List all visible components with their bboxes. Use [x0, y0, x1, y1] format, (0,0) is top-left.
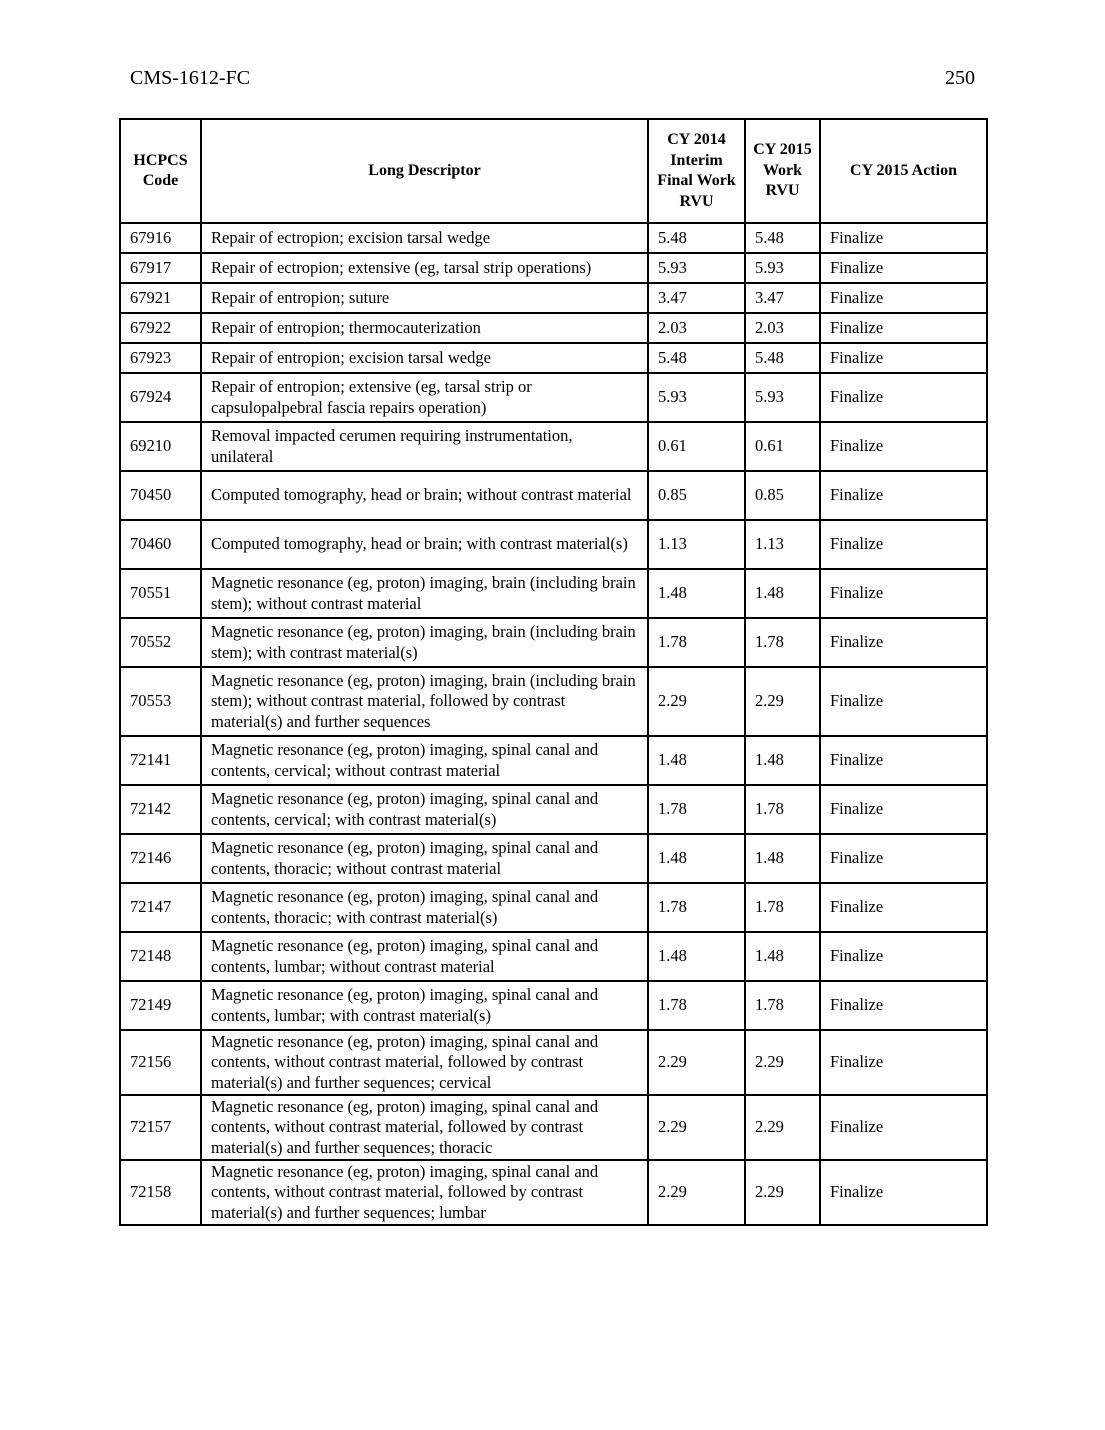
cell-action: Finalize	[820, 736, 987, 785]
cell-action: Finalize	[820, 785, 987, 834]
cell-hcpcs-code: 72156	[120, 1030, 201, 1095]
cell-cy2015-rvu: 1.48	[745, 736, 820, 785]
table-row	[120, 834, 987, 883]
cell-cy2014-rvu: 2.03	[648, 313, 745, 343]
cell-hcpcs-code: 70553	[120, 667, 201, 736]
cell-long-descriptor: Magnetic resonance (eg, proton) imaging, spinal canal and contents, lumbar; without contrast material	[201, 932, 648, 981]
cell-long-descriptor: Magnetic resonance (eg, proton) imaging, spinal canal and contents, without contrast material, followed by contrast material(s) and further sequences; lumbar	[201, 1160, 648, 1225]
cell-cy2015-rvu: 0.85	[745, 471, 820, 520]
header-hcpcs-code: HCPCS Code	[120, 119, 201, 223]
cell-cy2015-rvu: 2.03	[745, 313, 820, 343]
cell-action: Finalize	[820, 667, 987, 736]
table-row	[120, 736, 987, 785]
cell-long-descriptor: Magnetic resonance (eg, proton) imaging, brain (including brain stem); without contrast material	[201, 569, 648, 618]
cell-action: Finalize	[820, 1160, 987, 1225]
cell-cy2014-rvu: 5.48	[648, 223, 745, 253]
cell-cy2014-rvu: 2.29	[648, 1160, 745, 1225]
cell-cy2014-rvu: 1.78	[648, 618, 745, 667]
cell-cy2015-rvu: 5.48	[745, 223, 820, 253]
cell-action: Finalize	[820, 373, 987, 422]
cell-hcpcs-code: 72146	[120, 834, 201, 883]
table-row	[120, 223, 987, 253]
cell-cy2014-rvu: 5.93	[648, 373, 745, 422]
table-row	[120, 569, 987, 618]
cell-cy2014-rvu: 1.48	[648, 736, 745, 785]
cell-action: Finalize	[820, 422, 987, 471]
cell-hcpcs-code: 67922	[120, 313, 201, 343]
cell-cy2014-rvu: 2.29	[648, 1030, 745, 1095]
cell-long-descriptor: Repair of ectropion; extensive (eg, tarsal strip operations)	[201, 253, 648, 283]
cell-long-descriptor: Computed tomography, head or brain; with contrast material(s)	[201, 520, 648, 569]
cell-action: Finalize	[820, 520, 987, 569]
cell-cy2015-rvu: 3.47	[745, 283, 820, 313]
cell-hcpcs-code: 72147	[120, 883, 201, 932]
cell-long-descriptor: Repair of entropion; extensive (eg, tarsal strip or capsulopalpebral fascia repairs operation)	[201, 373, 648, 422]
cell-cy2014-rvu: 5.93	[648, 253, 745, 283]
header-cy2015-action: CY 2015 Action	[820, 119, 987, 223]
cell-hcpcs-code: 70552	[120, 618, 201, 667]
table-row	[120, 343, 987, 373]
cell-hcpcs-code: 72149	[120, 981, 201, 1030]
cell-long-descriptor: Magnetic resonance (eg, proton) imaging, brain (including brain stem); without contrast material, followed by contrast material(s) and further sequences	[201, 667, 648, 736]
table-row	[120, 471, 987, 520]
table-row	[120, 932, 987, 981]
table-row	[120, 785, 987, 834]
cell-cy2014-rvu: 1.48	[648, 834, 745, 883]
cell-long-descriptor: Repair of entropion; suture	[201, 283, 648, 313]
cell-long-descriptor: Magnetic resonance (eg, proton) imaging, spinal canal and contents, thoracic; without contrast material	[201, 834, 648, 883]
table-row	[120, 667, 987, 736]
cell-cy2014-rvu: 2.29	[648, 1095, 745, 1160]
cell-action: Finalize	[820, 883, 987, 932]
cell-cy2015-rvu: 1.78	[745, 618, 820, 667]
cell-action: Finalize	[820, 1095, 987, 1160]
table-row	[120, 883, 987, 932]
table-row	[120, 520, 987, 569]
cell-action: Finalize	[820, 569, 987, 618]
table-row	[120, 1030, 987, 1095]
cell-long-descriptor: Computed tomography, head or brain; without contrast material	[201, 471, 648, 520]
cell-action: Finalize	[820, 834, 987, 883]
cell-hcpcs-code: 67924	[120, 373, 201, 422]
cell-hcpcs-code: 70450	[120, 471, 201, 520]
cell-cy2014-rvu: 0.85	[648, 471, 745, 520]
cell-hcpcs-code: 67917	[120, 253, 201, 283]
cell-long-descriptor: Magnetic resonance (eg, proton) imaging, brain (including brain stem); with contrast material(s)	[201, 618, 648, 667]
cell-cy2015-rvu: 1.78	[745, 785, 820, 834]
header-cy2015-work-rvu: CY 2015 Work RVU	[745, 119, 820, 223]
cell-cy2015-rvu: 0.61	[745, 422, 820, 471]
cell-cy2015-rvu: 5.48	[745, 343, 820, 373]
document-id: CMS-1612-FC	[130, 67, 251, 89]
cell-cy2014-rvu: 1.48	[648, 569, 745, 618]
cell-action: Finalize	[820, 471, 987, 520]
cell-long-descriptor: Repair of ectropion; excision tarsal wedge	[201, 223, 648, 253]
header-cy2014-interim-rvu: CY 2014 Interim Final Work RVU	[648, 119, 745, 223]
cell-long-descriptor: Removal impacted cerumen requiring instrumentation, unilateral	[201, 422, 648, 471]
cell-cy2014-rvu: 5.48	[648, 343, 745, 373]
cell-cy2014-rvu: 1.78	[648, 883, 745, 932]
cell-cy2015-rvu: 1.78	[745, 981, 820, 1030]
cell-action: Finalize	[820, 343, 987, 373]
cell-cy2015-rvu: 1.78	[745, 883, 820, 932]
cell-long-descriptor: Magnetic resonance (eg, proton) imaging, spinal canal and contents, without contrast material, followed by contrast material(s) and further sequences; cervical	[201, 1030, 648, 1095]
cell-hcpcs-code: 72142	[120, 785, 201, 834]
table-header-row	[120, 119, 987, 223]
cell-long-descriptor: Magnetic resonance (eg, proton) imaging, spinal canal and contents, lumbar; with contrast material(s)	[201, 981, 648, 1030]
cell-hcpcs-code: 72157	[120, 1095, 201, 1160]
cell-hcpcs-code: 70551	[120, 569, 201, 618]
cell-hcpcs-code: 67923	[120, 343, 201, 373]
cell-long-descriptor: Magnetic resonance (eg, proton) imaging, spinal canal and contents, without contrast material, followed by contrast material(s) and further sequences; thoracic	[201, 1095, 648, 1160]
page-header	[130, 66, 975, 90]
cell-cy2014-rvu: 0.61	[648, 422, 745, 471]
table-row	[120, 1095, 987, 1160]
cell-cy2014-rvu: 1.78	[648, 785, 745, 834]
cell-cy2014-rvu: 1.13	[648, 520, 745, 569]
cell-action: Finalize	[820, 283, 987, 313]
cell-cy2015-rvu: 5.93	[745, 253, 820, 283]
page-number: 250	[945, 67, 975, 89]
cell-hcpcs-code: 67916	[120, 223, 201, 253]
cell-cy2015-rvu: 2.29	[745, 1030, 820, 1095]
cell-cy2014-rvu: 3.47	[648, 283, 745, 313]
table-row	[120, 253, 987, 283]
cell-hcpcs-code: 72141	[120, 736, 201, 785]
cell-long-descriptor: Magnetic resonance (eg, proton) imaging, spinal canal and contents, cervical; without contrast material	[201, 736, 648, 785]
cell-action: Finalize	[820, 253, 987, 283]
table-row	[120, 313, 987, 343]
cell-cy2015-rvu: 1.48	[745, 834, 820, 883]
cell-cy2014-rvu: 2.29	[648, 667, 745, 736]
cell-hcpcs-code: 70460	[120, 520, 201, 569]
rvu-table	[119, 118, 988, 1226]
cell-long-descriptor: Magnetic resonance (eg, proton) imaging, spinal canal and contents, thoracic; with contrast material(s)	[201, 883, 648, 932]
table-row	[120, 981, 987, 1030]
cell-action: Finalize	[820, 981, 987, 1030]
cell-long-descriptor: Repair of entropion; thermocauterization	[201, 313, 648, 343]
cell-action: Finalize	[820, 223, 987, 253]
cell-cy2015-rvu: 1.48	[745, 932, 820, 981]
cell-long-descriptor: Repair of entropion; excision tarsal wedge	[201, 343, 648, 373]
cell-hcpcs-code: 67921	[120, 283, 201, 313]
cell-hcpcs-code: 72148	[120, 932, 201, 981]
header-long-descriptor: Long Descriptor	[201, 119, 648, 223]
cell-cy2015-rvu: 1.48	[745, 569, 820, 618]
cell-cy2015-rvu: 2.29	[745, 1160, 820, 1225]
table-row	[120, 373, 987, 422]
cell-cy2015-rvu: 2.29	[745, 1095, 820, 1160]
cell-cy2015-rvu: 2.29	[745, 667, 820, 736]
cell-cy2015-rvu: 5.93	[745, 373, 820, 422]
cell-action: Finalize	[820, 932, 987, 981]
cell-cy2014-rvu: 1.48	[648, 932, 745, 981]
table-row	[120, 618, 987, 667]
cell-action: Finalize	[820, 313, 987, 343]
cell-long-descriptor: Magnetic resonance (eg, proton) imaging, spinal canal and contents, cervical; with contrast material(s)	[201, 785, 648, 834]
table-row	[120, 283, 987, 313]
cell-hcpcs-code: 72158	[120, 1160, 201, 1225]
cell-cy2015-rvu: 1.13	[745, 520, 820, 569]
cell-cy2014-rvu: 1.78	[648, 981, 745, 1030]
table-row	[120, 1160, 987, 1225]
cell-action: Finalize	[820, 618, 987, 667]
cell-action: Finalize	[820, 1030, 987, 1095]
table-body	[120, 223, 987, 1225]
table-row	[120, 422, 987, 471]
cell-hcpcs-code: 69210	[120, 422, 201, 471]
